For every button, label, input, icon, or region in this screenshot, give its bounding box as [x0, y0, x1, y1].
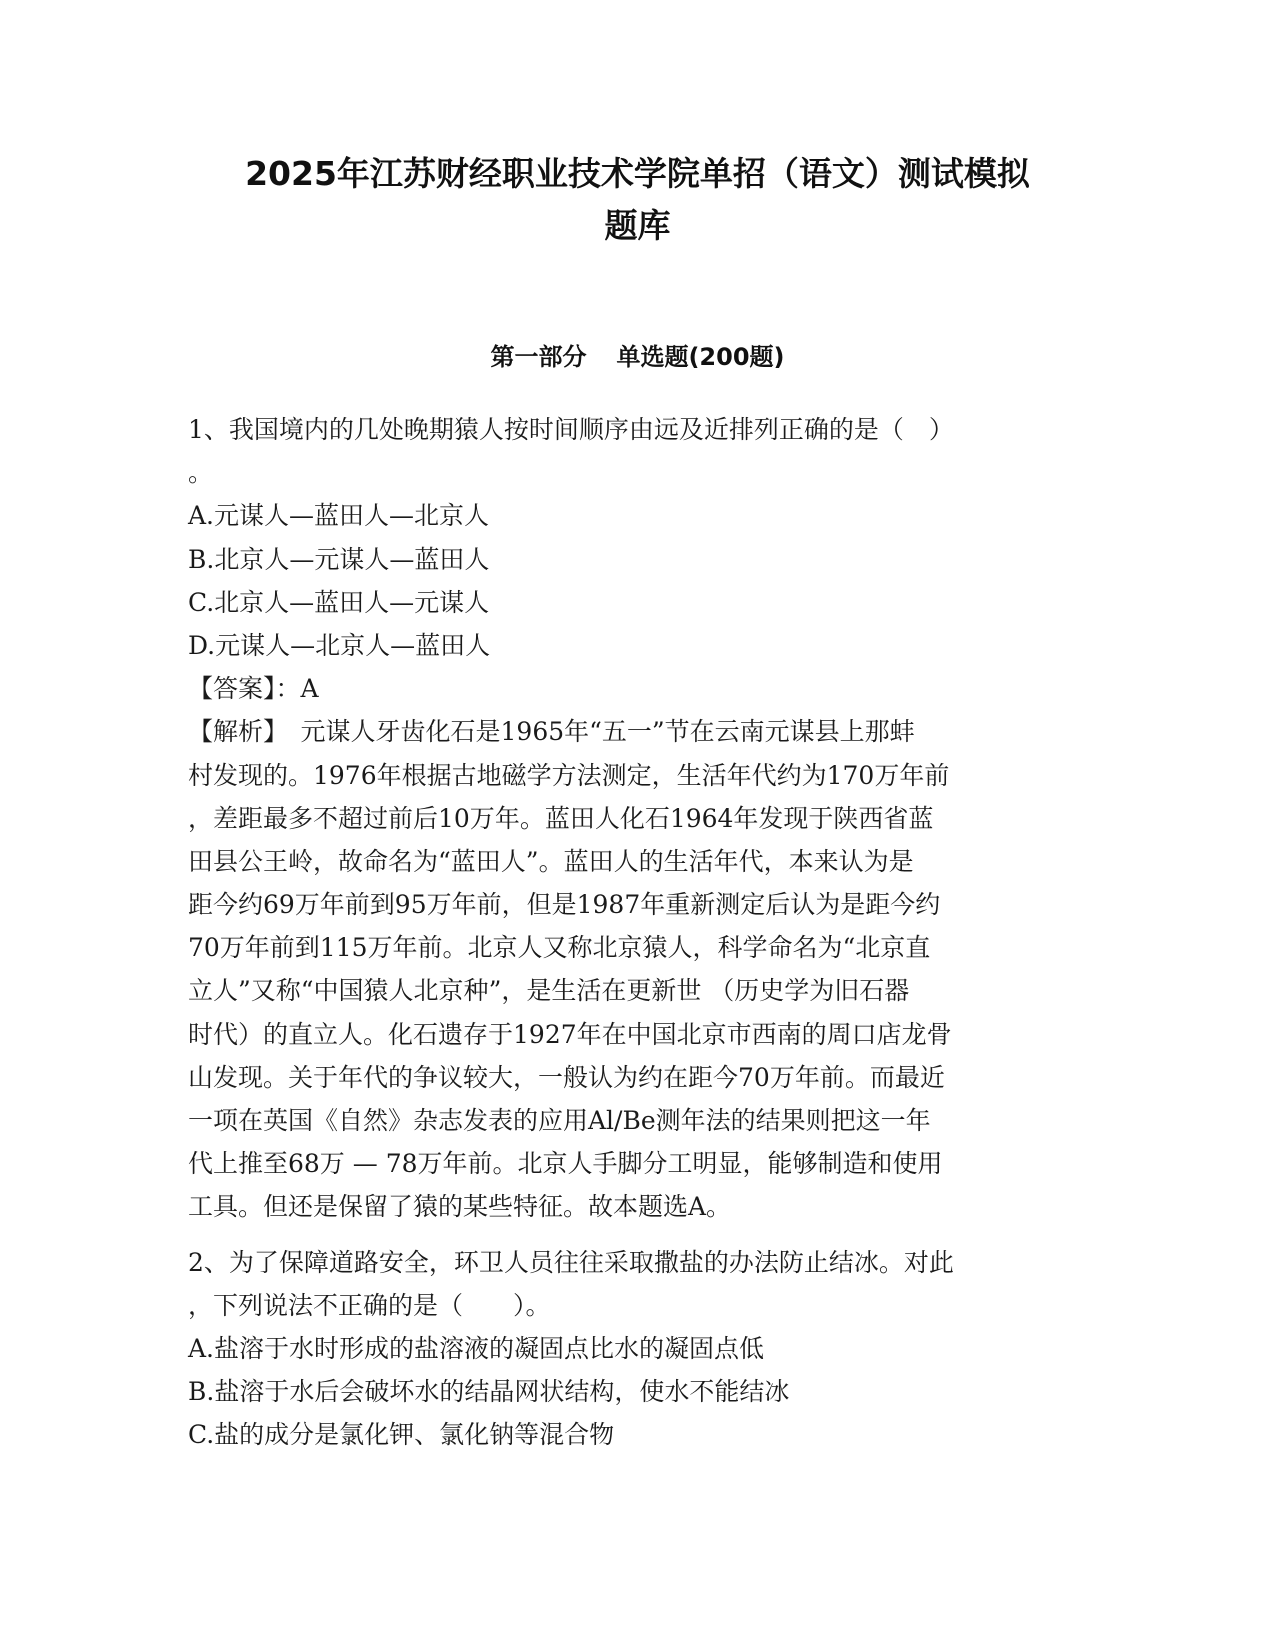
answer-label: 【答案】：	[188, 674, 301, 704]
section-name: 单选题(200题)	[616, 343, 785, 371]
analysis-line: 时代）的直立人。化石遗存于1927年在中国北京市西南的周口店龙骨	[188, 1019, 952, 1049]
question-list	[188, 408, 1088, 1469]
question-option-a: A.盐溶于水时形成的盐溶液的凝固点比水的凝固点低	[188, 1333, 765, 1363]
analysis-line: 工具。但还是保留了猿的某些特征。故本题选A。	[188, 1192, 732, 1222]
section-part: 第一部分	[490, 343, 587, 371]
question-option-d: D.元谋人—北京人—蓝田人	[188, 630, 491, 660]
answer-value: A	[300, 674, 319, 704]
analysis-line: 【解析】 元谋人牙齿化石是1965年“五一”节在云南元谋县上那蚌	[188, 717, 915, 747]
question-option-b: B.盐溶于水后会破坏水的结晶网状结构，使水不能结冰	[188, 1377, 790, 1407]
question-stem-line: 1、我国境内的几处晚期猿人按时间顺序由远及近排列正确的是（ ）	[188, 415, 954, 444]
analysis-line: 山发现。关于年代的争议较大，一般认为约在距今70万年前。而最近	[188, 1062, 945, 1092]
question-stem-line: 2、为了保障道路安全，环卫人员往往采取撒盐的办法防止结冰。对此	[188, 1247, 954, 1277]
question-option-a: A.元谋人—蓝田人—北京人	[188, 501, 490, 531]
question-stem-line: ，下列说法不正确的是（ ）。	[188, 1290, 551, 1320]
question-option-b: B.北京人—元谋人—蓝田人	[188, 544, 490, 574]
section-heading	[180, 340, 1095, 374]
analysis-line: 70万年前到115万年前。北京人又称北京猿人，科学命名为“北京直	[188, 933, 931, 963]
document-title	[180, 148, 1095, 252]
analysis-line: 距今约69万年前到95万年前，但是1987年重新测定后认为是距今约	[188, 890, 941, 920]
question-stem-line: 。	[188, 458, 214, 488]
analysis-line: 田县公王岭，故命名为“蓝田人”。蓝田人的生活年代，本来认为是	[188, 846, 914, 876]
document-title-line-1: 2025年江苏财经职业技术学院单招（语文）测试模拟	[245, 154, 1030, 193]
question-option-c: C.北京人—蓝田人—元谋人	[188, 587, 490, 617]
answer-line	[188, 667, 1088, 710]
document-title-line-2: 题库	[604, 206, 671, 245]
question-option-c: C.盐的成分是氯化钾、氯化钠等混合物	[188, 1420, 615, 1450]
analysis-line: 立人”又称“中国猿人北京种”，是生活在更新世 （历史学为旧石器	[188, 976, 910, 1006]
analysis-line: ，差距最多不超过前后10万年。蓝田人化石1964年发现于陕西省蓝	[188, 803, 934, 833]
analysis-line: 村发现的。1976年根据古地磁学方法测定，生活年代约为170万年前	[188, 760, 950, 790]
question-2	[188, 1241, 1088, 1457]
analysis-line: 一项在英国《自然》杂志发表的应用Al/Be测年法的结果则把这一年	[188, 1106, 931, 1135]
question-1	[188, 408, 1088, 1229]
analysis-line: 代上推至68万 — 78万年前。北京人手脚分工明显，能够制造和使用	[188, 1149, 943, 1179]
